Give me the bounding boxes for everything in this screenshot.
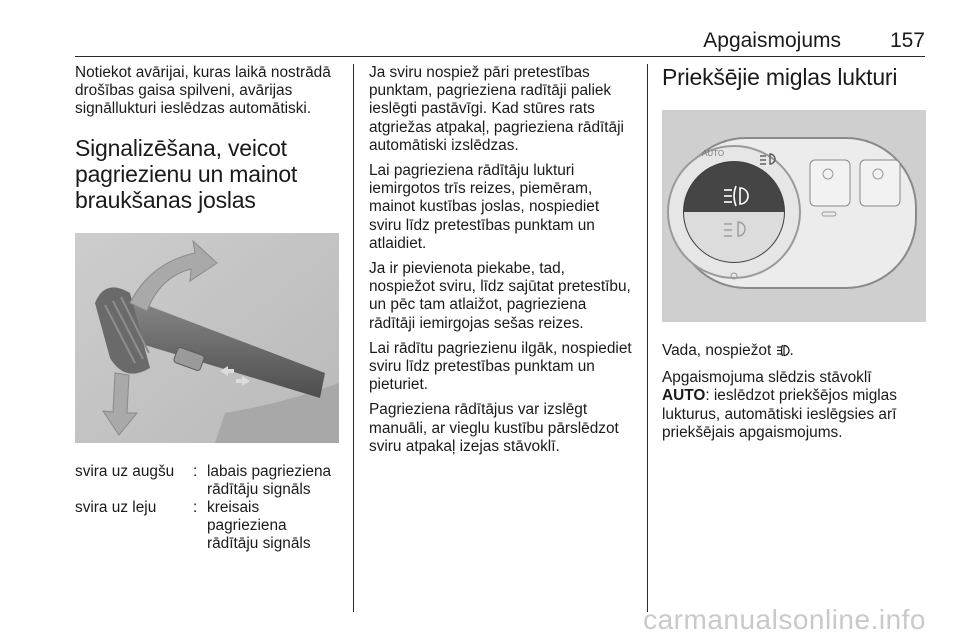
fog-light-icon [776, 344, 790, 362]
definition-colon: : [193, 499, 198, 517]
definition-row [75, 463, 339, 499]
section-title: Apgaismojums [703, 29, 841, 52]
body-paragraph: Lai pagrieziena rādītāju lukturi iemirgotos trīs reizes, piemēram, mainot kustības joslas, nospiediet sviru līdz pretestības punktam un atlaidiet. [369, 162, 600, 252]
auto-text: : ieslēdzot priekšējos miglas lukturus, automātiski ieslēgsies arī priekšējais apgaismojums. [662, 387, 897, 441]
section-heading: Priekšējie miglas lukturi [662, 64, 898, 90]
definition-text: kreisais pagrieziena rādītāju signāls [207, 499, 311, 553]
body-paragraph: Ja ir pievienota piekabe, tad, nospiežot sviru, līdz sajūtat pretestību, un pēc tam atlaižot, pagrieziena rādītāji iemirgojas sešas reizes. [369, 260, 631, 332]
turn-signal-lever-illustration [75, 233, 339, 443]
column-2 [369, 64, 635, 463]
intro-paragraph: Notiekot avārijai, kuras laikā nostrādā drošības gaisa spilveni, avārijas signāllukturi ieslēdzas automātiski. [75, 64, 331, 118]
body-paragraph: Lai rādītu pagriezienu ilgāk, nospiediet sviru līdz pretestības punktam un pieturiet. [369, 339, 632, 394]
definition-row [75, 499, 339, 554]
definition-term: svira uz augšu [75, 462, 175, 480]
page-header [75, 30, 925, 52]
column-divider [353, 64, 354, 612]
light-switch-illustration [662, 110, 926, 322]
definition-colon: : [193, 462, 198, 480]
switch-line: Apgaismojuma slēdzis stāvoklī [662, 369, 872, 387]
press-instruction [662, 342, 928, 362]
lever-definition-list [75, 463, 339, 554]
header-rule [75, 56, 925, 57]
definition-text: labais pagrieziena rādītāju signāls [207, 462, 332, 498]
watermark-logo: carmanualsonline.info [643, 604, 926, 635]
switch-auto-label: AUTO [702, 149, 725, 158]
auto-label: AUTO [662, 387, 706, 405]
press-text: Vada, nospiežot [662, 342, 772, 359]
body-paragraph: Pagrieziena rādītājus var izslēgt manuāli, ar vieglu kustību pārslēdzot sviru atpakaļ izejas stāvoklī. [369, 401, 619, 455]
definition-term: svira uz leju [75, 499, 157, 517]
column-3 [662, 64, 928, 449]
body-paragraph: Ja sviru nospiež pāri pretestības punktam, pagrieziena radītāji paliek ieslēgti pastāvīgi. Kad stūres rats atgriežas atpakaļ, pagrieziena rādītāji automātiski izslēdzas. [369, 64, 624, 154]
column-divider [647, 64, 648, 612]
press-end: . [789, 342, 794, 359]
auto-paragraph [662, 369, 928, 442]
section-heading: Signalizēšana, veicot pagriezienu un mainot braukšanas joslas [75, 134, 298, 213]
column-1 [75, 64, 339, 554]
page-number: 157 [889, 29, 925, 52]
